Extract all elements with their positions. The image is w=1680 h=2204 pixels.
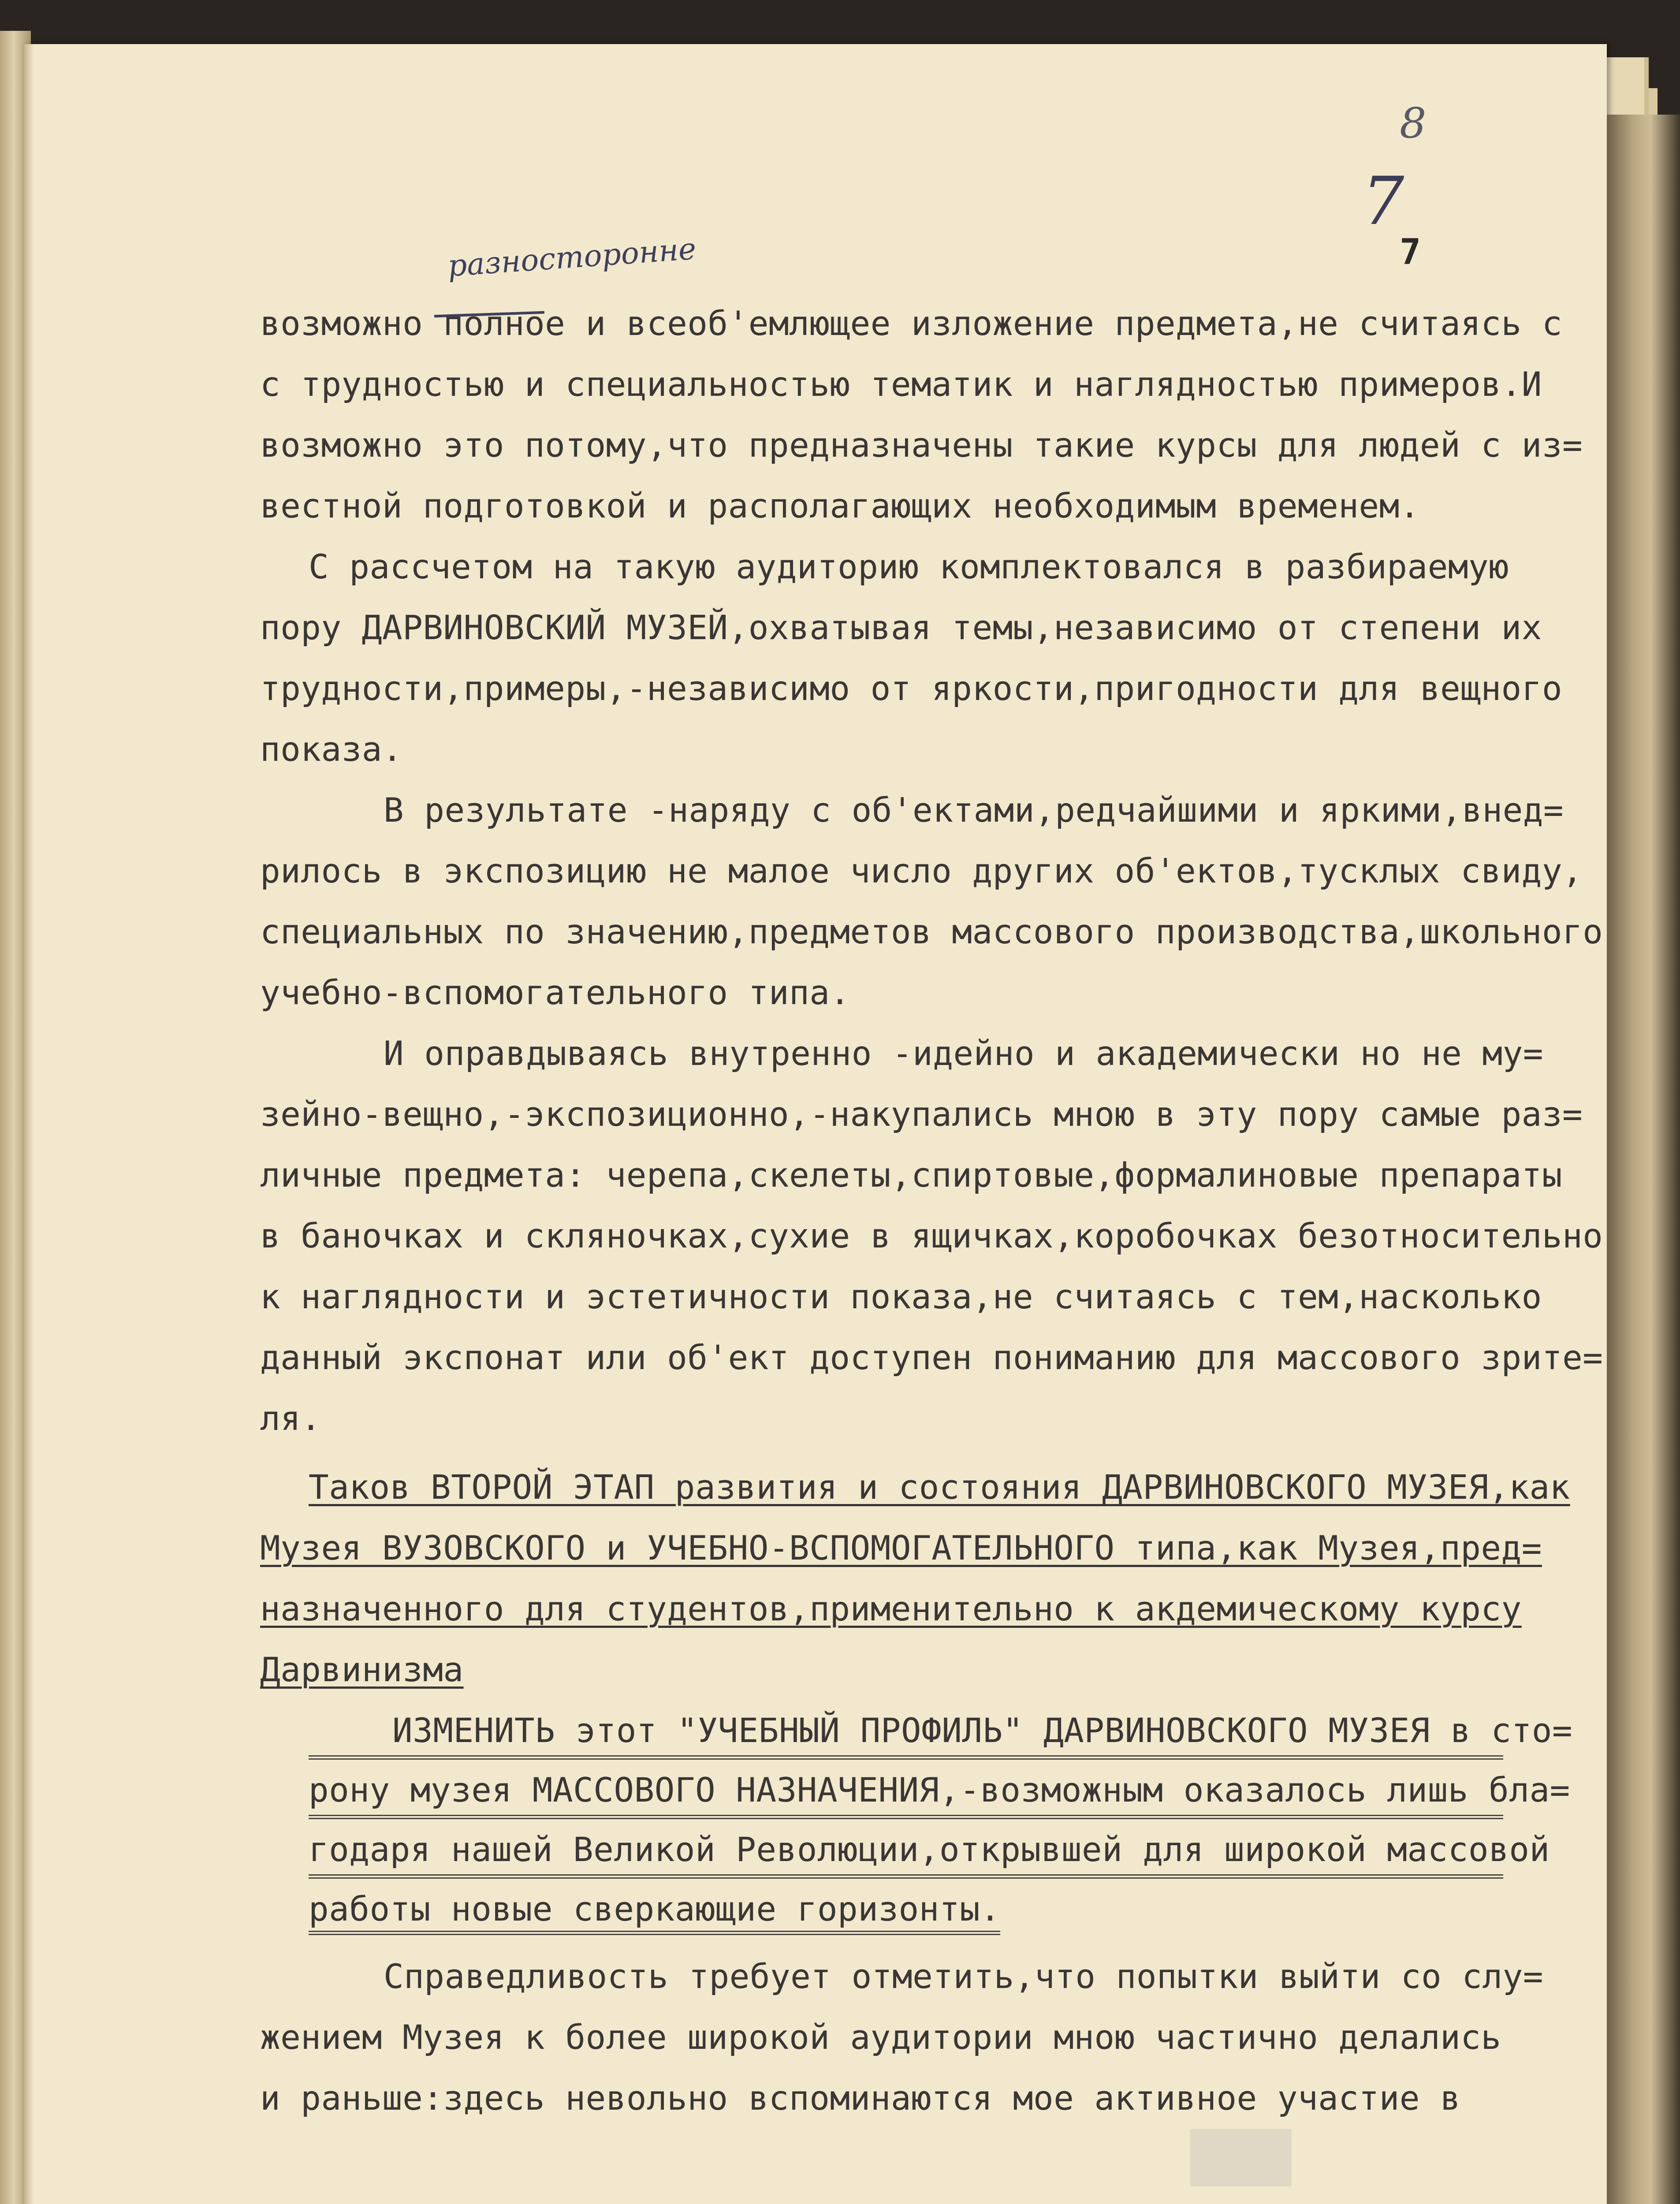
faint-stamp <box>1190 2129 1292 2186</box>
text-line: вестной подготовкой и располагающих необходимым временем. <box>260 486 1420 525</box>
handwritten-folio-number: 7 <box>1362 163 1404 240</box>
text-line: трудности,примеры,-независимо от яркости,пригодности для вещного <box>260 669 1562 708</box>
text-line: данный экспонат или об'ект доступен пониманию для массового зрите= <box>260 1338 1603 1377</box>
right-page-edges <box>1607 115 1680 2204</box>
double-underlined-line: рону музея МАССОВОГО НАЗНАЧЕНИЯ,-возможным оказалось лишь бла= <box>309 1760 1503 1819</box>
double-underlined-line: ИЗМЕНИТЬ этот "УЧЕБНЫЙ ПРОФИЛЬ" ДАРВИНОВСКОГО МУЗЕЯ в сто= <box>309 1700 1503 1760</box>
text-line: с трудностью и специальностью тематик и наглядностью примеров.И <box>260 365 1542 404</box>
paragraph-2 <box>260 536 1574 780</box>
text-line: пору ДАРВИНОВСКИЙ МУЗЕЙ,охватывая темы,независимо от степени их <box>260 608 1542 647</box>
paragraph-5-underlined <box>260 1457 1574 1700</box>
text-line: зейно-вещно,-экспозиционно,-накупались мною в эту пору самые раз= <box>260 1095 1583 1134</box>
text-line: в баночках и скляночках,сухие в ящичках,коробочках безотносительно <box>260 1216 1603 1255</box>
typed-page-number: 7 <box>1400 231 1421 272</box>
underlined-line: Таков ВТОРОЙ ЭТАП развития и состояния ДАРВИНОВСКОГО МУЗЕЯ,как <box>309 1467 1570 1507</box>
text-line: показа. <box>260 730 403 769</box>
text-line: рилось в экспозицию не малое число других об'ектов,тусклых свиду, <box>260 851 1583 890</box>
text-line: В результате -наряду с об'ектами,редчайшими и яркими,внед= <box>384 790 1564 830</box>
text-line: учебно-вспомогательного типа. <box>260 973 850 1012</box>
pencil-sheet-number: 8 <box>1400 99 1427 148</box>
page-fold-shadow <box>24 44 34 2204</box>
paragraph-3 <box>260 780 1603 1023</box>
underlined-line: Дарвинизма <box>260 1650 464 1689</box>
paragraph-1 <box>260 293 1583 536</box>
underlined-line: Музея ВУЗОВСКОГО и УЧЕБНО-ВСПОМОГАТЕЛЬНОГО типа,как Музея,пред= <box>260 1528 1542 1567</box>
text-line: и раньше:здесь невольно вспоминаются мое активное участие в <box>260 2078 1461 2118</box>
paragraph-4 <box>260 1023 1603 1449</box>
text-line: Справедливость требует отметить,что попытки выйти со слу= <box>384 1957 1543 1996</box>
text-line: С рассчетом на такую аудиторию комплектовался в разбираемую <box>309 547 1509 586</box>
double-underlined-line: годаря нашей Великой Революции,открывшей для широкой массовой <box>309 1819 1503 1879</box>
double-underlined-line: работы новые сверкающие горизонты. <box>309 1879 1000 1935</box>
typewritten-text <box>260 293 1603 2129</box>
text-line: И оправдываясь внутренно -идейно и академически но не му= <box>384 1034 1543 1073</box>
underlined-line: назначенного для студентов,применительно к акдемическому курсу <box>260 1589 1522 1628</box>
text-line: ля. <box>260 1399 321 1438</box>
paragraph-7 <box>260 1946 1574 2129</box>
text-line: личные предмета: черепа,скелеты,спиртовые,формалиновые препараты <box>260 1155 1562 1195</box>
handwritten-insertion: разносторонне <box>446 231 697 284</box>
paragraph-6-double-underlined <box>260 1700 1573 1938</box>
text-line: к наглядности и эстетичности показа,не считаясь с тем,насколько <box>260 1277 1542 1316</box>
text-line: возможно это потому,что предназначены такие курсы для людей с из= <box>260 425 1583 465</box>
text-line: специальных по значению,предметов массового производства,школьного <box>260 912 1603 951</box>
text-line: возможно полное и всеоб'емлющее изложение предмета,не считаясь с <box>260 304 1562 343</box>
text-line: жением Музея к более широкой аудитории мною частично делались <box>260 2018 1501 2057</box>
